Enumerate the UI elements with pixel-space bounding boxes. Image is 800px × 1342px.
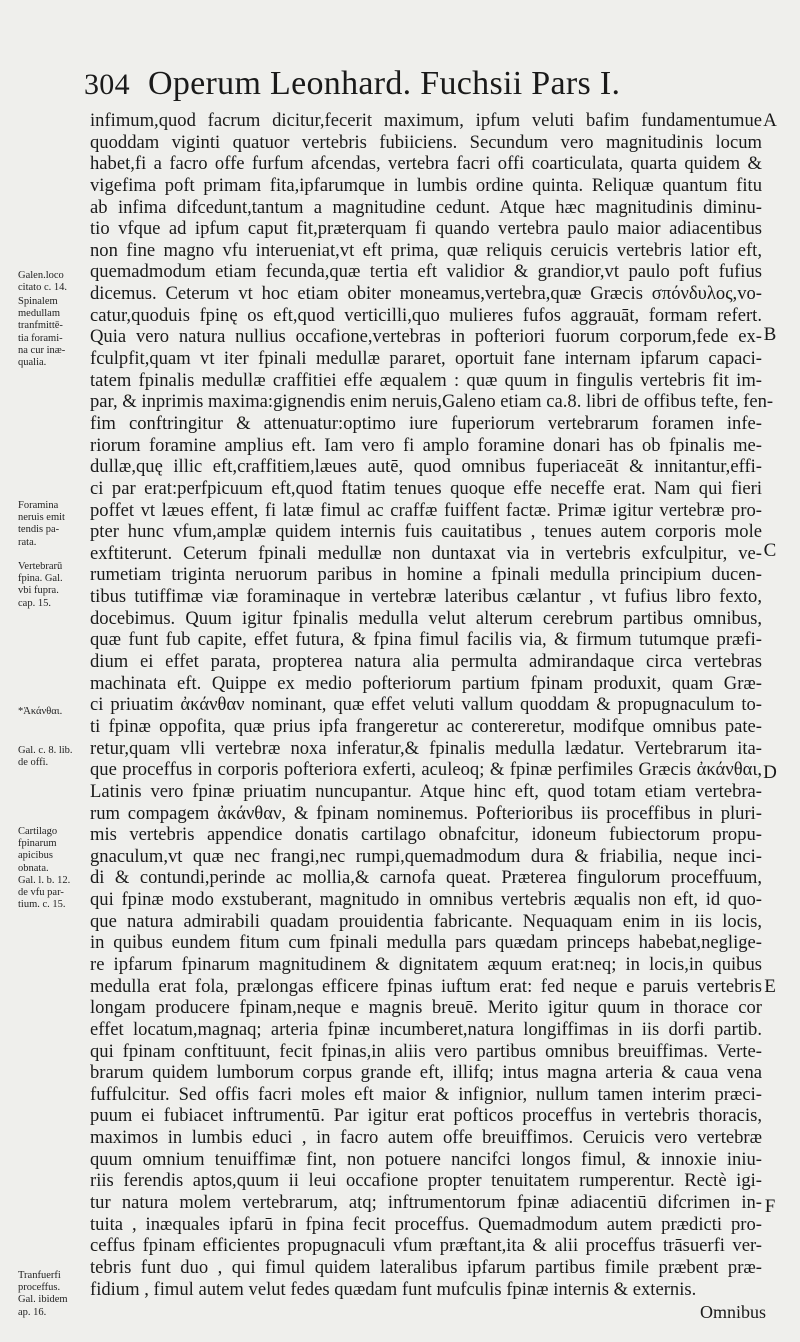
text-line: poffet vt læues effent, fi latæ fimul ac craffæ fuiffent factæ. Primæ igitur vertebræ pro- xyxy=(90,499,762,521)
marginal-note-line: medullam xyxy=(18,308,60,320)
marginal-note-line: tium. c. 15. xyxy=(18,899,66,911)
marginal-note-line: qualia. xyxy=(18,357,47,369)
text-line: tatem fpinalis medullæ craffitiei effe æqualem : quæ quum in fingulis vertebris fit im- xyxy=(90,369,762,391)
text-line: que natura admirabili quadam prouidentia fabricante. Nequaquam enim in iis locis, xyxy=(90,910,762,932)
marginal-note-line: *Ἀκάνθαι. xyxy=(18,706,63,717)
text-line: non fine magno vfu interueniat,vt eft prima, quæ reliquis ceruicis vertebris latior eft, xyxy=(90,239,762,261)
text-line: dicemus. Ceterum vt hoc etiam obiter moneamus,vertebra,quæ Græcis σπόνδυλος,vo- xyxy=(90,283,762,305)
text-line: que proceffus in corporis pofteriora exferti, aculeoq; & fpinæ perfimiles Græcis ἀκάνθαι, xyxy=(90,759,762,781)
text-line: habet,fi a facro offe furfum afcendas, vertebra facri offi coarticulata, quarta quidem & xyxy=(90,153,762,175)
text-line: vigefima poft primam fita,ipfarumque in lumbis ordine quinta. Reliquæ quantum fitu xyxy=(90,174,762,196)
marginal-note xyxy=(18,561,90,610)
marginal-note-line: fpinarum xyxy=(18,838,57,850)
marginal-note-line: Tranfuerfi xyxy=(18,1270,61,1281)
marginal-note xyxy=(18,706,90,718)
catchword: Omnibus xyxy=(700,1302,767,1322)
marginal-note-line: vbi fupra. xyxy=(18,585,59,597)
text-line: ceffus fpinam efficientes propugnaculi vfum præftant,ita & alii proceffus trāsuerfi ver- xyxy=(90,1235,762,1257)
marginal-note-line: Gal. ibidem xyxy=(18,1294,68,1306)
text-line: Latinis vero fpinæ priuatim nuncupantur. Atque hinc eft, quod totam etiam vertebra- xyxy=(90,780,762,802)
marginal-note-line: Vertebrarū xyxy=(18,561,63,572)
running-title: Operum Leonhard. Fuchsii Pars I. xyxy=(148,65,621,102)
text-line: fculpfit,quam vt iter fpinali medullæ pararet, oportuit fane internam ipfarum capaci- xyxy=(90,348,762,370)
text-line: tio vfque ad ipfum caput fit,præterquam fi quando vertebra paulo maior adiacentibus xyxy=(90,218,762,240)
text-line: catur,quoduis fpinę os eft,quod verticilli,quo mulieres fufos aggrauāt, formam refert. xyxy=(90,304,762,326)
text-line: Quia vero natura nullius occafione,vertebras in pofteriori fuorum corporum,fede ex- xyxy=(90,326,762,348)
text-line: ti fpinæ oppofita, quæ prius ipfa frangeretur ac contereretur, modifque omnibus pate- xyxy=(90,715,762,737)
text-line: par, & inprimis maxima:gignendis enim neruis,Galeno etiam ca.8. libri de offibus tefte, fen- xyxy=(90,391,774,413)
page-header xyxy=(84,62,784,106)
marginal-note-line: Galen.loco xyxy=(18,270,64,281)
text-line: maximos in lumbis educi , in facro autem offe breuiffimos. Ceruicis vero vertebræ xyxy=(90,1127,762,1149)
text-line: medulla erat fola, prælongas efficere fpinas iuftum erat: fed neque e paruis vertebris xyxy=(90,975,762,997)
text-line: fidium , fimul autem velut fedes quædam funt mufculis fpinæ internis & externis. xyxy=(90,1278,697,1300)
marginal-note-line: Foramina xyxy=(18,500,59,511)
marginal-note xyxy=(18,1270,90,1319)
text-line: tibus tutiffimæ viæ foraminaque in vertebræ lateribus cælantur , vt fufius libro fexto, xyxy=(90,586,762,608)
text-line: ci par erat:perfpicuum eft,quod ftatim tenues quoque effe neceffe erat. Nam qui fieri xyxy=(90,477,762,499)
section-letter: A xyxy=(763,110,777,131)
page-number: 304 xyxy=(84,68,130,101)
text-line: tebris funt duo , qui fimul quidem lateralibus ipfarum partibus fimile præbent præ- xyxy=(90,1256,762,1278)
text-line: in quibus eundem fitum cum fpinali medulla pars quædam princeps habebat,neglige- xyxy=(90,932,762,954)
marginal-note-line: ap. 16. xyxy=(18,1306,47,1318)
marginal-note-line: tia forami- xyxy=(18,332,63,344)
text-line: ci priuatim ἀκάνθαν nominant, quæ effet veluti vallum quoddam & propugnaculum to- xyxy=(90,694,762,716)
text-line: infimum,quod facrum dicitur,fecerit maximum, ipfum veluti bafim fundamentumue xyxy=(90,110,762,131)
text-line: gnaculum,vt quæ nec frangi,nec rumpi,quemadmodum dura & friabilia, neque inci- xyxy=(90,845,762,867)
text-line: re ipfarum fpinarum magnitudinem & dignitatem æquum erat:neq; in locis,in quibus xyxy=(90,953,762,975)
marginal-note-line: Gal. l. b. 12. xyxy=(18,874,71,886)
text-line: longam producere fpinam,neque e magnis breuē. Merito igitur quum in thorace cor xyxy=(90,997,762,1019)
text-line: rumetiam triginta neruorum paribus in homine a fpinali medulla principium ducen- xyxy=(90,564,762,586)
text-line: retur,quam vlli vertebræ noxa inferatur,& fpinalis medulla lædatur. Vertebrarum ita- xyxy=(90,737,762,759)
marginal-note-line: tendis pa- xyxy=(18,524,60,536)
marginal-note-line: de offi. xyxy=(18,757,49,769)
marginal-note-line: Spinalem xyxy=(18,296,58,307)
marginal-note-line: rata. xyxy=(18,536,37,548)
text-line: dullæ,quę illic eft,craffitiem,læues autē, quod omnibus fuperiaceāt & innitantur,effi- xyxy=(90,456,762,478)
section-letter: B xyxy=(763,324,777,345)
text-line: pter hunc vfum,amplæ quidem internis fuis cauitatibus , tenues autem corporis mole xyxy=(90,521,762,543)
text-line: tuita , inæquales ipfarū in fpina fecit proceffus. Quemadmodum autem prædicti pro- xyxy=(90,1213,762,1235)
section-letter: F xyxy=(764,1196,776,1217)
marginal-note xyxy=(18,500,90,549)
marginal-note-line: neruis emit xyxy=(18,512,65,524)
text-line: quæ funt fub capite, effet futura, & fpina fimul facilis via, & firmum tutumque præfi- xyxy=(90,629,762,651)
text-line: rum compagem ἀκάνθαν, & fpinam nominemus. Pofterioribus iis proceffibus in pluri- xyxy=(90,802,762,824)
marginal-note-line: citato c. 14. xyxy=(18,282,67,294)
text-line: mis vertebris appendice donatis cartilago obnafcitur, idoneum fubiectorum propu- xyxy=(90,824,762,846)
text-line: machinata eft. Quippe ex medio pofteriorum partium fpinam produxit, quam Græ- xyxy=(90,672,762,694)
section-letter: D xyxy=(763,762,777,783)
marginal-note-line: tranfmittē- xyxy=(18,320,63,332)
text-line: quum omnium tenuiffimæ fint, non potuere nancifci longos fimul, & innoxie iniu- xyxy=(90,1148,762,1170)
marginal-note xyxy=(18,270,90,294)
text-line: exftiterunt. Ceterum fpinali medullæ non duntaxat via in vertebris exfculpitur, ve- xyxy=(90,542,762,564)
marginal-note-line: Cartilago xyxy=(18,826,58,837)
marginal-note xyxy=(18,296,90,369)
marginal-note-line: de vfu par- xyxy=(18,887,64,899)
marginal-note-line: obnata. xyxy=(18,862,49,874)
text-line: qui fpinam conftituunt, fecit fpinas,in aliis vero partibus omnibus breuiffimas. Verte- xyxy=(90,1040,762,1062)
text-line: di & contundi,perinde ac mollia,& carnofa queat. Præterea fingulorum proceffuum, xyxy=(90,867,762,889)
marginal-note-line: proceffus. xyxy=(18,1282,61,1294)
section-letter: C xyxy=(763,540,777,561)
text-line: ab infima difcedunt,tantum a magnitudine cedunt. Atque hæc magnitudinis diminu- xyxy=(90,196,762,218)
text-line: effet locatum,magnaq; arteria fpinæ incumberet,natura longiffimas in iis dorfi partib. xyxy=(90,1018,762,1040)
section-letter: E xyxy=(764,976,776,997)
text-line: brarum quidem lumborum corpus grande eft, illifq; intus magna arteria & caua vena xyxy=(90,1062,762,1084)
text-line: tur natura molem vertebrarum, atq; inftrumentorum fpinæ adiacentiū difcrimen in- xyxy=(90,1192,762,1214)
main-text-block xyxy=(90,110,774,1300)
marginal-note-line: fpina. Gal. xyxy=(18,573,63,585)
marginal-note-line: cap. 15. xyxy=(18,597,51,609)
text-line: docebimus. Quum igitur fpinalis medulla velut alterum cerebrum partibus omnibus, xyxy=(90,607,762,629)
marginal-note-line: apicibus xyxy=(18,850,53,862)
marginal-note-line: na cur inæ- xyxy=(18,344,66,356)
text-line: quoddam viginti quatuor vertebris fubiiciens. Secundum vero magnitudinis locum xyxy=(90,131,762,153)
text-line: dium ei effet parata, propterea natura alia permulta admirandaque circa vertebras xyxy=(90,651,762,673)
marginal-note xyxy=(18,826,90,911)
text-line: riis ferendis aptos,quum ii leui occafione propter tenuitatem rumperentur. Rectè igi- xyxy=(90,1170,762,1192)
text-line: fuffulcitur. Sed offis facri moles eft maior & infignior, nullum tamen interim præci- xyxy=(90,1083,762,1105)
text-line: qui fpinæ modo exstuberant, magnitudo in omnibus vertebris æqualis non eft, id quo- xyxy=(90,889,762,911)
text-line: quemadmodum etiam fecunda,quæ tertia eft validior & grandior,vt paulo poft fufius xyxy=(90,261,762,283)
marginal-note-line: Gal. c. 8. lib. xyxy=(18,745,73,756)
text-line: puum ei fubiacet inftrumentū. Par igitur erat pofticos proceffus in vertebris thoracis, xyxy=(90,1105,762,1127)
text-line: fim conftringitur & attenuatur:optimo iure fuperiorum vertebrarum foramen infe- xyxy=(90,412,762,434)
marginal-note xyxy=(18,745,90,769)
text-line: riorum foramine amplius eft. Iam vero fi amplo foramine donari has ob fpinalis me- xyxy=(90,434,762,456)
